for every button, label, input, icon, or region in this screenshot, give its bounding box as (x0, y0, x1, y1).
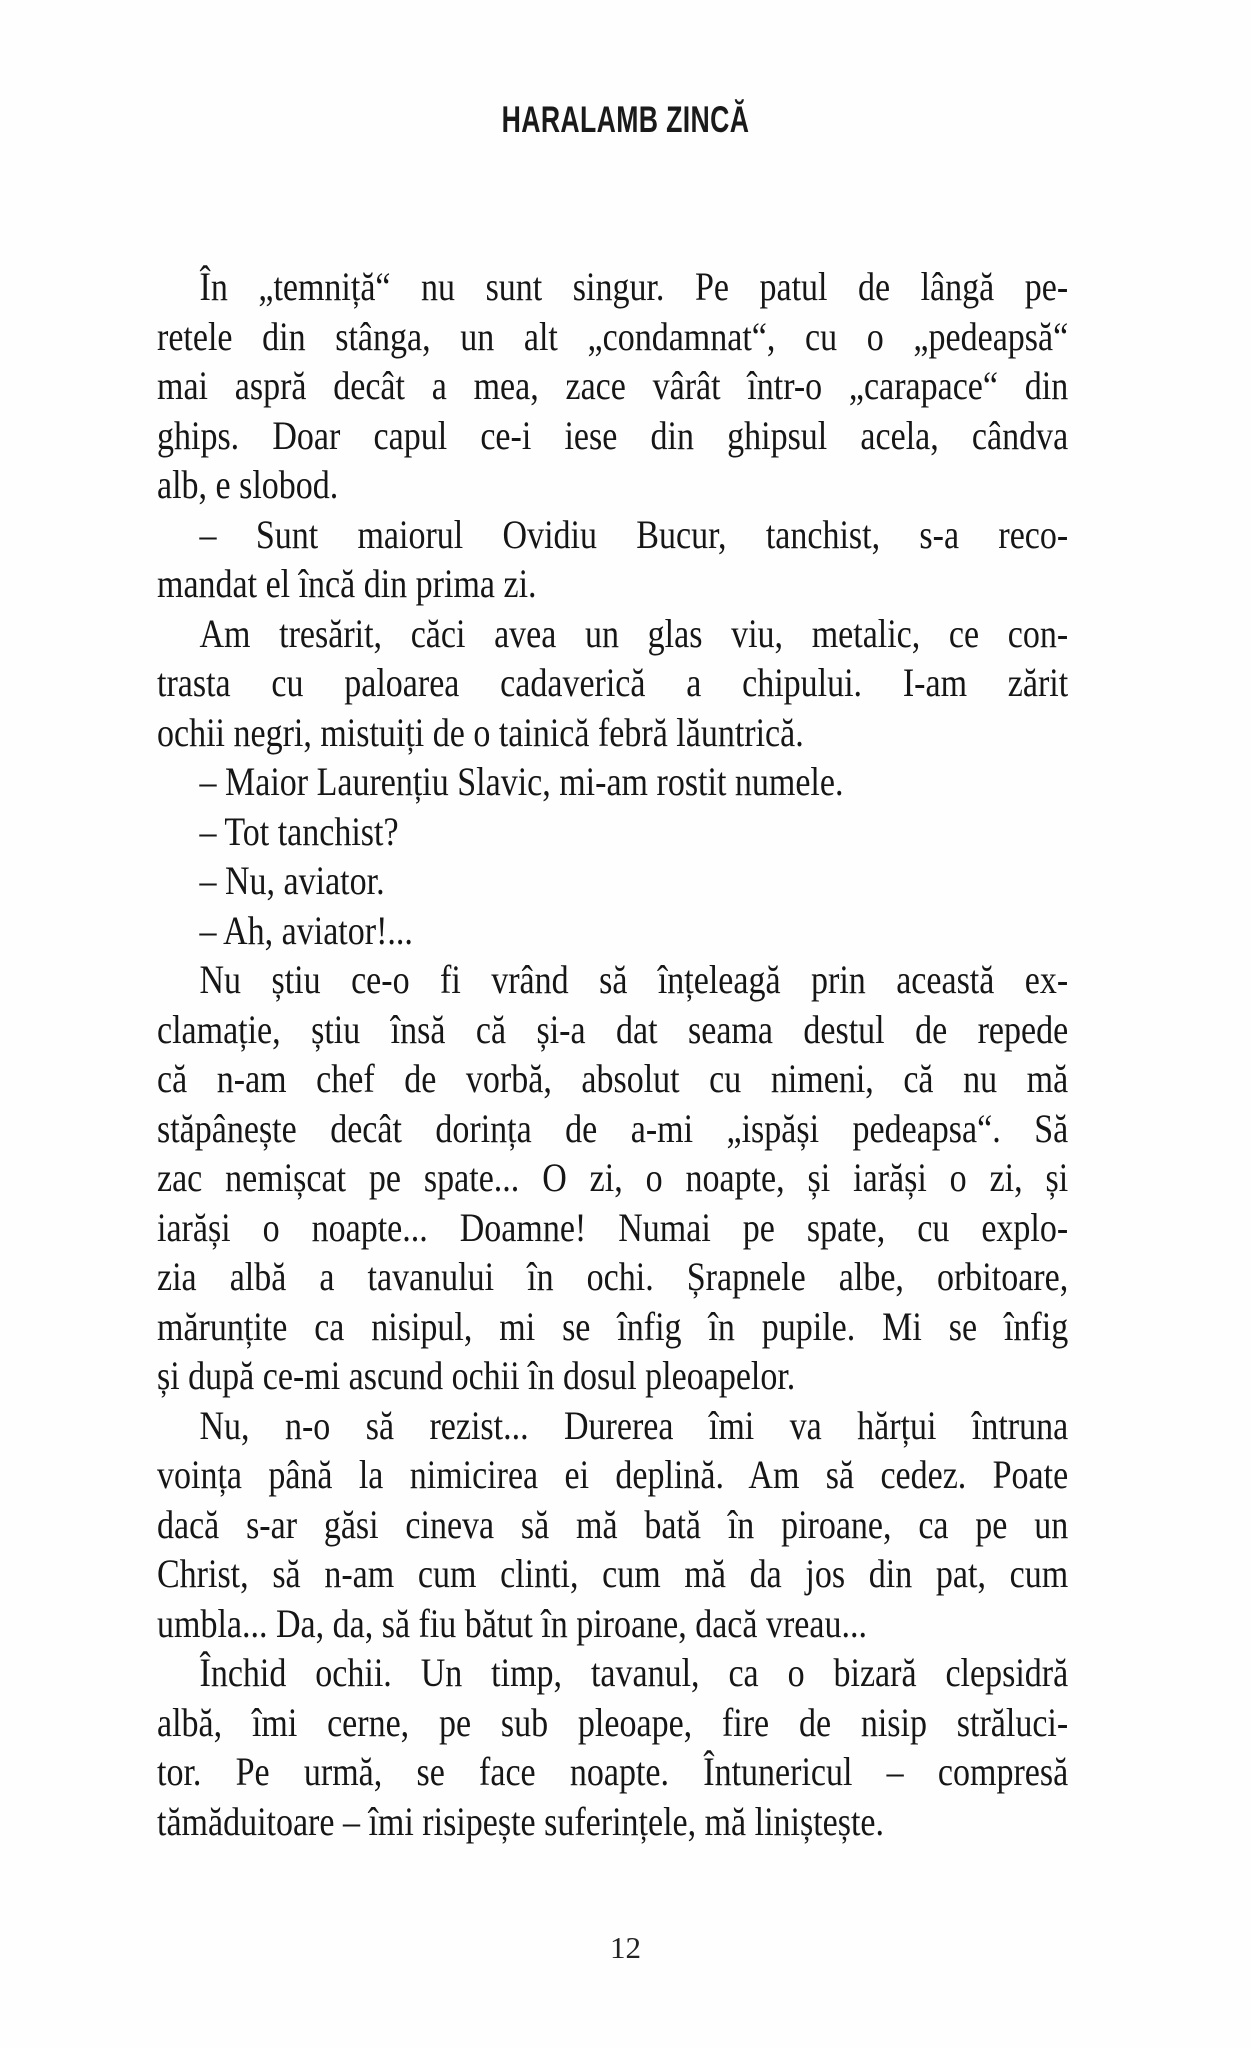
text-line: clamație, știu însă că și-a dat seama destul de repede (157, 1006, 1069, 1052)
page-number: 12 (610, 1930, 641, 1965)
text-line: voința până la nimicirea ei deplină. Am să cedez. Poate (157, 1452, 1069, 1497)
text-line: – Sunt maiorul Ovidiu Bucur, tanchist, s-a reco- (199, 511, 1069, 557)
text-line: mai aspră decât a mea, zace vârât într-o „carapace“ din (157, 363, 1069, 408)
text-line: Nu, n-o să rezist... Durerea îmi va hărțui întruna (199, 1402, 1069, 1448)
text-line: iarăși o noapte... Doamne! Numai pe spate, cu explo- (157, 1204, 1069, 1250)
text-line: mandat el încă din prima zi. (157, 561, 537, 606)
text-line: zac nemișcat pe spate... O zi, o noapte, și iarăși o zi, și (157, 1155, 1069, 1200)
text-line: umbla... Da, da, să fiu bătut în piroane, dacă vreau... (157, 1600, 867, 1646)
text-line: – Tot tanchist? (199, 808, 399, 854)
text-line: Am tresărit, căci avea un glas viu, metalic, ce con- (199, 610, 1069, 656)
text-line: stăpânește decât dorința de a-mi „ispăși pedeapsa“. Să (157, 1105, 1069, 1151)
text-line: Nu știu ce-o fi vrând să înțeleagă prin această ex- (199, 957, 1069, 1002)
text-line: dacă s-ar găsi cineva să mă bată în piroane, ca pe un (157, 1501, 1069, 1547)
text-line: – Maior Laurențiu Slavic, mi-am rostit numele. (199, 759, 844, 804)
text-line: și după ce-mi ascund ochii în dosul pleoapelor. (157, 1353, 796, 1398)
text-line: ghips. Doar capul ce-i iese din ghipsul acela, cândva (157, 412, 1069, 458)
text-line: trasta cu paloarea cadaverică a chipului. I-am zărit (157, 660, 1069, 705)
running-header: HARALAMB ZINCĂ (501, 99, 750, 140)
text-line: ochii negri, mistuiți de o tainică febră lăuntrică. (157, 709, 804, 755)
text-line: retele din stânga, un alt „condamnat“, cu o „pedeapsă“ (157, 313, 1069, 359)
text-line: că n-am chef de vorbă, absolut cu nimeni, că nu mă (157, 1056, 1069, 1101)
text-block (157, 262, 1068, 1846)
text-line: Christ, să n-am cum clinti, cum mă da jos din pat, cum (157, 1551, 1069, 1596)
text-line: tămăduitoare – îmi risipește suferințele, mă liniștește. (157, 1798, 885, 1844)
text-line: – Ah, aviator!... (199, 907, 413, 953)
text-line: zia albă a tavanului în ochi. Șrapnele albe, orbitoare, (157, 1254, 1069, 1299)
text-line: – Nu, aviator. (199, 858, 385, 903)
text-line: alb, e slobod. (157, 462, 339, 507)
text-line: În „temniță“ nu sunt singur. Pe patul de lângă pe- (199, 264, 1069, 309)
text-line: Închid ochii. Un timp, tavanul, ca o bizară clepsidră (199, 1650, 1069, 1695)
text-line: tor. Pe urmă, se face noapte. Întunericul – compresă (157, 1749, 1069, 1794)
text-line: albă, îmi cerne, pe sub pleoape, fire de nisip străluci- (157, 1699, 1069, 1745)
text-line: mărunțite ca nisipul, mi se înfig în pupile. Mi se înfig (157, 1303, 1069, 1349)
